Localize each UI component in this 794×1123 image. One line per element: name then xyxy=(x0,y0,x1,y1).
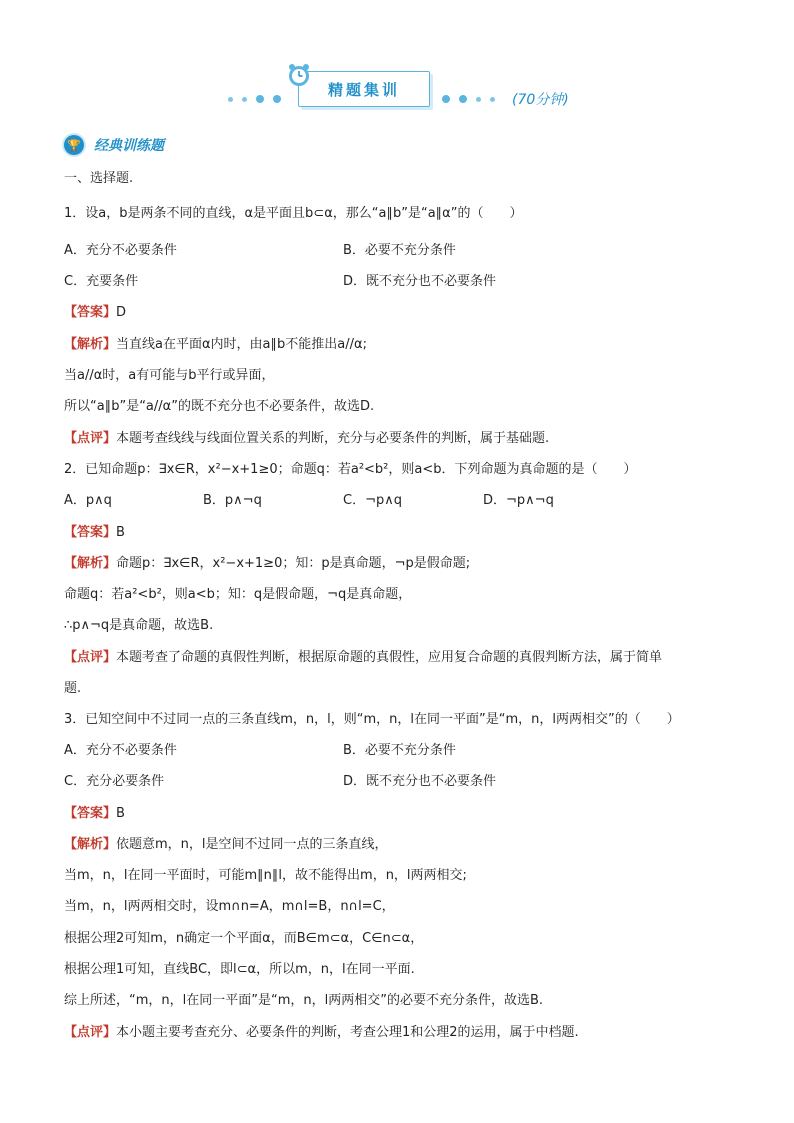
q3-analysis-line: 根据公理2可知m，n确定一个平面α，而B∈m⊂α，C∈n⊂α， xyxy=(64,931,424,946)
q2-comment xyxy=(64,649,662,667)
q1-analysis-line: 当a//α时，a有可能与b平行或异面， xyxy=(64,368,275,383)
part-heading: 一、选择题. xyxy=(64,171,134,186)
q2-option-d: D．¬p∧¬q xyxy=(483,493,554,508)
q2-option-c: C．¬p∧q xyxy=(343,493,402,508)
analysis-text: 依题意m，n，l是空间不过同一点的三条直线， xyxy=(116,837,388,852)
comment-tag: 【点评】 xyxy=(64,650,117,665)
answer-tag: 【答案】 xyxy=(64,525,117,540)
comment-tag: 【点评】 xyxy=(64,431,117,446)
answer-value: B xyxy=(116,525,125,540)
answer-value: D xyxy=(116,305,127,320)
decorative-dots-left xyxy=(228,95,281,103)
q1-analysis-line xyxy=(64,336,367,354)
q2-answer xyxy=(64,524,125,542)
title-box xyxy=(298,71,430,107)
comment-text: 本小题主要考查充分、必要条件的判断，考查公理1和公理2的运用，属于中档题. xyxy=(116,1025,579,1040)
time-limit: (70分钟) xyxy=(512,92,569,108)
q3-answer xyxy=(64,805,125,823)
analysis-text: 当直线a在平面α内时，由a∥b不能推出a//α; xyxy=(116,337,367,352)
answer-tag: 【答案】 xyxy=(64,806,117,821)
q1-analysis-line: 所以“a∥b”是“a//α”的既不充分也不必要条件，故选D. xyxy=(64,399,375,414)
comment-text: 本题考查线线与线面位置关系的判断，充分与必要条件的判断，属于基础题. xyxy=(116,431,550,446)
q3-analysis-line: 当m，n，l两两相交时，设m∩n=A，m∩l=B，n∩l=C， xyxy=(64,899,395,914)
analysis-tag: 【解析】 xyxy=(64,556,117,571)
section-title: 经典训练题 xyxy=(94,138,164,154)
q1-comment xyxy=(64,430,549,448)
q3-option-d: D．既不充分也不必要条件 xyxy=(343,774,497,789)
q1-stem: 1．设a，b是两条不同的直线，α是平面且b⊂α，那么“a∥b”是“a∥α”的（ ） xyxy=(64,206,523,221)
q3-comment xyxy=(64,1024,579,1042)
q3-option-c: C．充分必要条件 xyxy=(64,774,165,789)
alarm-clock-icon xyxy=(286,62,312,88)
analysis-text: 命题p：∃x∈R，x²−x+1≥0；知：p是真命题，¬p是假命题; xyxy=(116,556,471,571)
q1-option-d: D．既不充分也不必要条件 xyxy=(343,274,497,289)
q3-analysis-line: 综上所述，“m，n，l在同一平面”是“m，n，l两两相交”的必要不充分条件，故选B. xyxy=(64,993,544,1008)
q2-option-b: B．p∧¬q xyxy=(203,493,262,508)
q2-analysis-line xyxy=(64,555,470,573)
comment-tag: 【点评】 xyxy=(64,1025,117,1040)
header-banner xyxy=(222,62,602,112)
q3-option-a: A．充分不必要条件 xyxy=(64,743,177,758)
answer-value: B xyxy=(116,806,125,821)
answer-tag: 【答案】 xyxy=(64,305,117,320)
q1-option-a: A．充分不必要条件 xyxy=(64,243,177,258)
q3-analysis-line: 当m，n，l在同一平面时，可能m∥n∥l，故不能得出m，n，l两两相交; xyxy=(64,868,467,883)
q3-analysis-line: 根据公理1可知，直线BC，即l⊂α，所以m，n，l在同一平面. xyxy=(64,962,415,977)
q2-analysis-line: ∴p∧¬q是真命题，故选B. xyxy=(64,618,214,633)
trophy-icon: 🏆 xyxy=(64,135,84,155)
q2-analysis-line: 命题q：若a²<b²，则a<b；知：q是假命题，¬q是真命题， xyxy=(64,587,412,602)
analysis-tag: 【解析】 xyxy=(64,837,117,852)
decorative-dots-right xyxy=(442,95,495,103)
q1-answer xyxy=(64,304,126,322)
q3-analysis-line xyxy=(64,836,388,854)
comment-text: 本题考查了命题的真假性判断，根据原命题的真假性，应用复合命题的真假判断方法，属于简单 xyxy=(116,650,663,665)
page-title: 精题集训 xyxy=(327,81,400,99)
section-heading xyxy=(64,135,164,155)
q3-stem: 3．已知空间中不过同一点的三条直线m，n，l，则“m，n，l在同一平面”是“m，n，l两两相交”的（ ） xyxy=(64,712,680,727)
q2-stem: 2．已知命题p：∃x∈R，x²−x+1≥0；命题q：若a²<b²，则a<b．下列命题为真命题的是（ ） xyxy=(64,462,637,477)
q2-option-a: A．p∧q xyxy=(64,493,112,508)
q2-comment-cont: 题. xyxy=(64,681,82,696)
analysis-tag: 【解析】 xyxy=(64,337,117,352)
q1-option-b: B．必要不充分条件 xyxy=(343,243,456,258)
q1-option-c: C．充要条件 xyxy=(64,274,139,289)
q3-option-b: B．必要不充分条件 xyxy=(343,743,456,758)
